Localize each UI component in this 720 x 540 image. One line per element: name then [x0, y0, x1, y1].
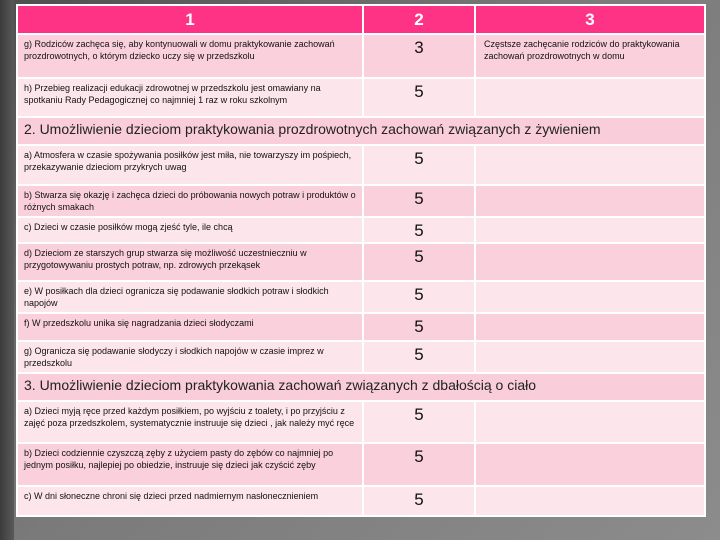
- recommendation: [475, 78, 705, 117]
- score: 3: [363, 34, 475, 78]
- score: 5: [363, 443, 475, 486]
- recommendation: [475, 401, 705, 443]
- score: 5: [363, 341, 475, 373]
- criterion-text: f) W przedszkolu unika się nagradzania dzieci słodyczami: [17, 313, 363, 341]
- table-row: [17, 486, 705, 516]
- score: 5: [363, 217, 475, 243]
- table-row: [17, 145, 705, 185]
- score: 5: [363, 401, 475, 443]
- evaluation-table: [16, 4, 706, 517]
- criterion-text: g) Ogranicza się podawanie słodyczy i słodkich napojów w czasie imprez w przedszkolu: [17, 341, 363, 373]
- header-row: [17, 5, 705, 34]
- table-row: [17, 341, 705, 373]
- criterion-text: b) Stwarza się okazję i zachęca dzieci do próbowania nowych potraw i produktów o różnych smakach: [17, 185, 363, 217]
- criterion-text: b) Dzieci codziennie czyszczą zęby z użyciem pasty do zębów co najmniej po jednym posiłku, najlepiej po obiedzie, instruuje się dzieci jak czyścić zęby: [17, 443, 363, 486]
- recommendation: [475, 443, 705, 486]
- score: 5: [363, 281, 475, 313]
- criterion-text: c) W dni słoneczne chroni się dzieci przed nadmiernym nasłonecznieniem: [17, 486, 363, 516]
- criterion-text: g) Rodziców zachęca się, aby kontynuowali w domu praktykowanie zachowań prozdrowotnych, o którym dziecko uczy się w przedszkolu: [17, 34, 363, 78]
- section-title: 3. Umożliwienie dzieciom praktykowania zachowań związanych z dbałością o ciało: [17, 373, 705, 401]
- recommendation: [475, 145, 705, 185]
- recommendation: [475, 281, 705, 313]
- recommendation: Częstsze zachęcanie rodziców do praktykowania zachowań prozdrowotnych w domu: [475, 34, 705, 78]
- table-row: [17, 34, 705, 78]
- recommendation: [475, 243, 705, 281]
- table-row: [17, 185, 705, 217]
- criterion-text: d) Dzieciom ze starszych grup stwarza się możliwość uczestnieczniu w przygotowywaniu prostych potraw, np. zdrowych przekąsek: [17, 243, 363, 281]
- table-row: [17, 401, 705, 443]
- table-row: [17, 243, 705, 281]
- criterion-text: e) W posiłkach dla dzieci ogranicza się podawanie słodkich potraw i słodkich napojów: [17, 281, 363, 313]
- criterion-text: a) Atmosfera w czasie spożywania posiłków jest miła, nie towarzyszy im pośpiech, przekazywanie dzieciom przykrych uwag: [17, 145, 363, 185]
- criterion-text: a) Dzieci myją ręce przed każdym posiłkiem, po wyjściu z toalety, i po przyjściu z zajęć poza przedszkolem, systematycznie instruuje się dzieci , jak należy myć ręce: [17, 401, 363, 443]
- score: 5: [363, 313, 475, 341]
- table-row: [17, 443, 705, 486]
- section-header: [17, 117, 705, 145]
- table-row: [17, 78, 705, 117]
- recommendation: [475, 217, 705, 243]
- table-row: [17, 313, 705, 341]
- score: 5: [363, 486, 475, 516]
- header-col-3: 3: [475, 5, 705, 34]
- slide-decoration: [0, 0, 14, 540]
- table-row: [17, 281, 705, 313]
- recommendation: [475, 185, 705, 217]
- score: 5: [363, 185, 475, 217]
- table-row: [17, 217, 705, 243]
- score: 5: [363, 145, 475, 185]
- recommendation: [475, 486, 705, 516]
- criterion-text: c) Dzieci w czasie posiłków mogą zjeść tyle, ile chcą: [17, 217, 363, 243]
- recommendation: [475, 313, 705, 341]
- score: 5: [363, 243, 475, 281]
- section-title: 2. Umożliwienie dzieciom praktykowania prozdrowotnych zachowań związanych z żywieniem: [17, 117, 705, 145]
- header-col-1: 1: [17, 5, 363, 34]
- criterion-text: h) Przebieg realizacji edukacji zdrowotnej w przedszkolu jest omawiany na spotkaniu Rady Pedagogicznej co najmniej 1 raz w roku szkolnym: [17, 78, 363, 117]
- recommendation: [475, 341, 705, 373]
- score: 5: [363, 78, 475, 117]
- header-col-2: 2: [363, 5, 475, 34]
- section-header: [17, 373, 705, 401]
